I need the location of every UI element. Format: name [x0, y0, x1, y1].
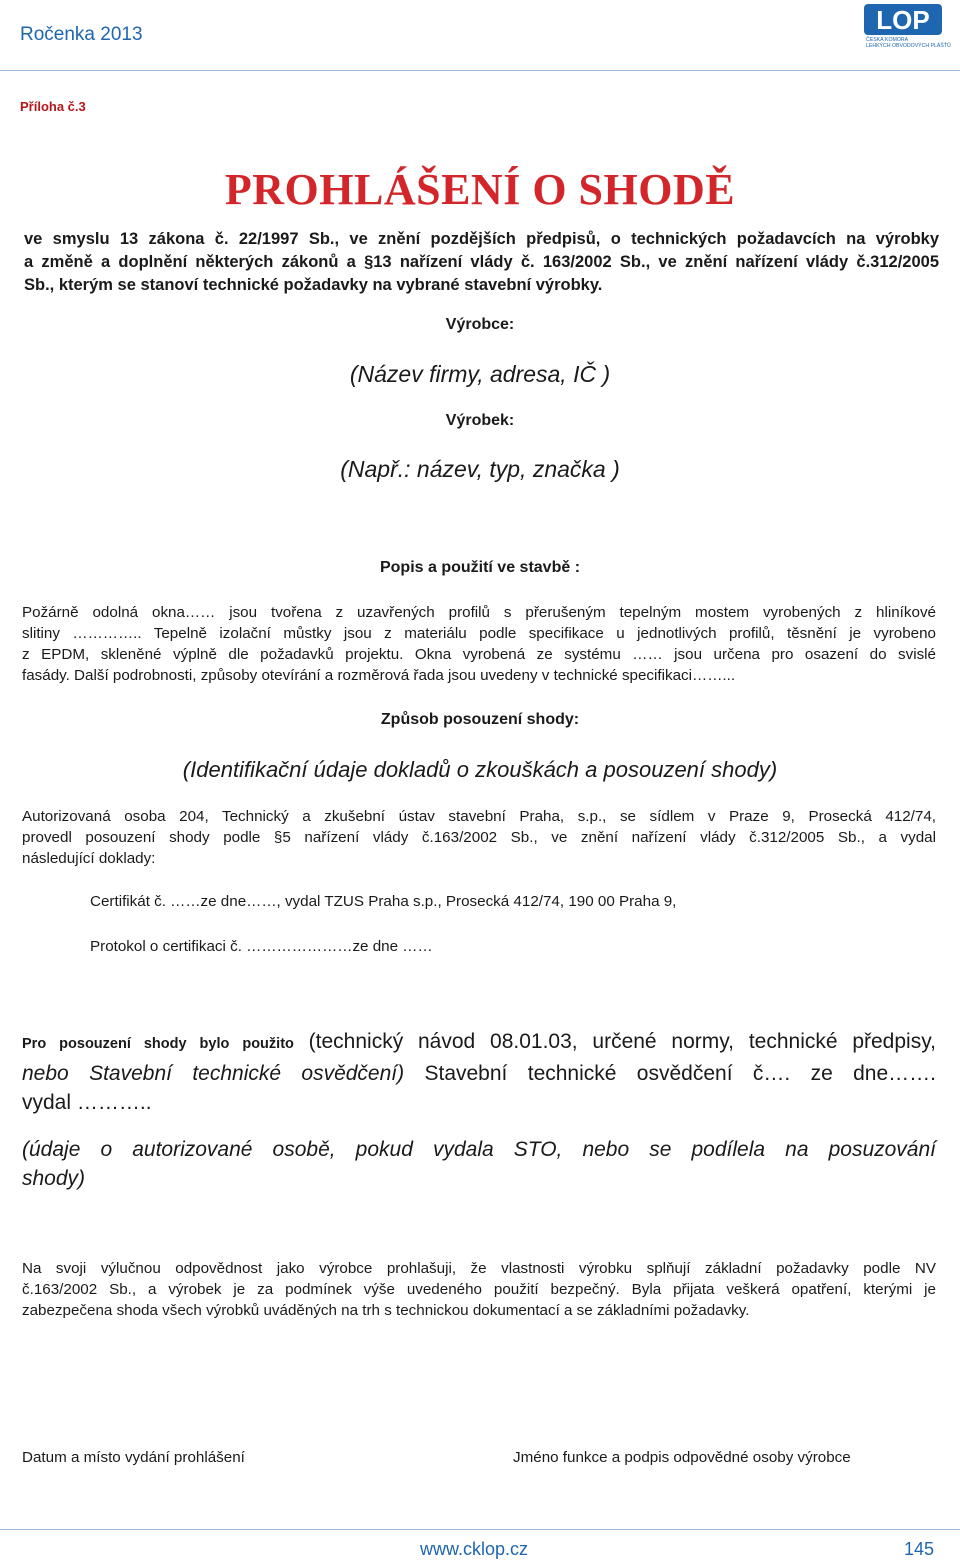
used-for-line2-italic: nebo Stavební technické osvědčení)	[22, 1062, 405, 1085]
used-for-note-line: (údaje o autorizované osobě, pokud vydala STO, nebo se podílela na posuzování	[22, 1138, 936, 1161]
usage-line: Požárně odolná okna…… jsou tvořena z uzavřených profilů s přerušeným tepelným mostem vyrobených z hliníkové	[22, 604, 936, 621]
footer-divider	[0, 1529, 960, 1530]
intro-line: Sb., kterým se stanoví technické požadavky na vybrané stavební výrobky.	[24, 276, 603, 294]
declaration-line: zabezpečena shoda všech výrobků uváděných na trh s technickou dokumentací a se základními požadavky.	[22, 1302, 750, 1319]
signature-label: Jméno funkce a podpis odpovědné osoby výrobce	[513, 1449, 851, 1466]
authorized-line: následující doklady:	[22, 850, 156, 867]
assessment-placeholder: (Identifikační údaje dokladů o zkouškách a posouzení shody)	[182, 757, 778, 782]
usage-label: Popis a použití ve stavbě :	[379, 559, 581, 576]
used-for-line2	[22, 1059, 936, 1088]
used-for-note-line: shody)	[22, 1167, 86, 1190]
intro-paragraph	[24, 228, 939, 297]
annex-label: Příloha č.3	[20, 99, 86, 114]
page-number: 145	[904, 1539, 935, 1559]
used-for-line1-rest: (technický návod 08.01.03, určené normy, technické předpisy,	[293, 1030, 936, 1053]
header-title: Ročenka 2013	[20, 24, 143, 45]
authorized-line: Autorizovaná osoba 204, Technický a zkušební ústav stavební Praha, s.p., se sídlem v Praze 9, Prosecká 412/74,	[22, 808, 936, 825]
manufacturer-placeholder: (Název firmy, adresa, IČ )	[349, 361, 611, 387]
declaration-line: č.163/2002 Sb., a výrobek je za podmínek výše uvedeného použití bezpečný. Byla přijata veškerá opatření, kterými je	[22, 1281, 936, 1298]
svg-text:ČESKÁ KOMORA: ČESKÁ KOMORA	[866, 37, 909, 43]
document-title: PROHLÁŠENÍ O SHODĚ	[224, 165, 736, 214]
assessment-label: Způsob posouzení shody:	[380, 711, 580, 728]
product-placeholder: (Např.: název, typ, značka )	[340, 456, 620, 482]
declaration-paragraph	[22, 1258, 936, 1321]
used-for-note	[22, 1135, 936, 1193]
svg-text:LEHKÝCH OBVODOVÝCH PLÁŠŤŮ: LEHKÝCH OBVODOVÝCH PLÁŠŤŮ	[866, 43, 951, 49]
intro-line: a změně a doplnění některých zákonů a §13 nařízení vlády č. 163/2002 Sb., ve znění nařízení vlády č.312/2005	[24, 253, 939, 271]
certificate-line: Certifikát č. ……ze dne……, vydal TZUS Praha s.p., Prosecká 412/74, 190 00 Praha 9,	[90, 893, 677, 910]
authorized-paragraph	[22, 806, 936, 869]
used-for-block	[22, 1027, 936, 1117]
svg-text:LOP: LOP	[876, 5, 930, 35]
manufacturer-label: Výrobce:	[445, 316, 515, 333]
product-label: Výrobek:	[445, 412, 515, 429]
used-for-lead: Pro posouzení shody bylo použito	[22, 1036, 294, 1052]
header-divider	[0, 70, 960, 71]
authorized-line: provedl posouzení shody podle §5 nařízení vlády č.163/2002 Sb., ve znění nařízení vlády č.312/2005 Sb., a vydal	[22, 829, 936, 846]
declaration-line: Na svoji výlučnou odpovědnost jako výrobce prohlašuji, že vlastnosti výrobku splňují základní požadavky podle NV	[22, 1260, 936, 1277]
used-for-line2-rest: Stavební technické osvědčení č…. ze dne…….	[404, 1062, 936, 1085]
date-place-label: Datum a místo vydání prohlášení	[22, 1449, 245, 1466]
footer-url-link[interactable]: www.cklop.cz	[420, 1539, 529, 1559]
usage-paragraph	[22, 602, 936, 686]
usage-line: fasády. Další podrobnosti, způsoby otevírání a rozměrová řada jsou uvedeny v technické specifikaci……...	[22, 667, 736, 684]
usage-line: slitiny ………….. Tepelně izolační můstky jsou z materiálu podle specifikace u jednotlivých profilů, těsnění je vyrobeno	[22, 625, 936, 642]
clop-logo-icon	[864, 4, 951, 49]
used-for-line1	[22, 1027, 936, 1059]
usage-line: z EPDM, skleněné výplně dle požadavků projektu. Okna vyrobená ze systému …… jsou určena pro osazení do svislé	[22, 646, 936, 663]
protocol-line: Protokol o certifikaci č. …………………ze dne ……	[90, 938, 433, 955]
intro-line: ve smyslu 13 zákona č. 22/1997 Sb., ve znění pozdějších předpisů, o technických požadavcích na výrobky	[24, 230, 939, 248]
used-for-line3: vydal ………..	[22, 1091, 152, 1114]
